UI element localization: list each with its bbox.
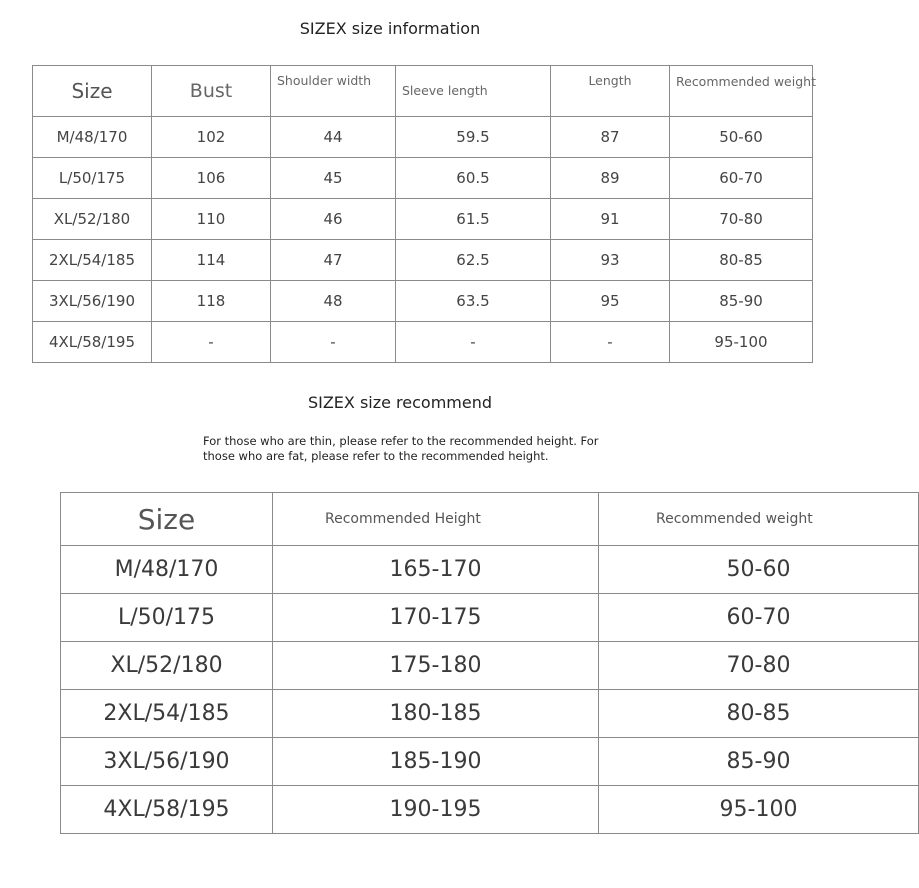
table-row xyxy=(61,642,919,690)
cell-size: XL/52/180 xyxy=(33,199,152,240)
size-recommend-title: SIZEX size recommend xyxy=(307,393,493,412)
cell-shoulder: 46 xyxy=(271,199,396,240)
header-sleeve-length: Sleeve length xyxy=(396,66,551,117)
header-size: Size xyxy=(33,66,152,117)
table-row xyxy=(61,690,919,738)
cell-size: 2XL/54/185 xyxy=(33,240,152,281)
cell-weight: 70-80 xyxy=(670,199,813,240)
cell-height: 185-190 xyxy=(273,738,599,786)
cell-size: 4XL/58/195 xyxy=(33,322,152,363)
recommend-note: For those who are thin, please refer to the recommended height. For those who are fat, please refer to the recommended height. xyxy=(203,434,599,463)
cell-sleeve: 59.5 xyxy=(396,117,551,158)
cell-size: L/50/175 xyxy=(33,158,152,199)
cell-weight: 50-60 xyxy=(670,117,813,158)
table-row xyxy=(61,594,919,642)
cell-sleeve: 62.5 xyxy=(396,240,551,281)
header-recommended-weight: Recommended weight xyxy=(670,66,813,117)
cell-length: 89 xyxy=(551,158,670,199)
cell-sleeve: - xyxy=(396,322,551,363)
table-row xyxy=(61,786,919,834)
cell-size: 3XL/56/190 xyxy=(61,738,273,786)
cell-weight: 85-90 xyxy=(599,738,919,786)
table-row xyxy=(33,199,813,240)
cell-bust: 106 xyxy=(152,158,271,199)
cell-weight: 85-90 xyxy=(670,281,813,322)
table-row xyxy=(33,240,813,281)
cell-size: 4XL/58/195 xyxy=(61,786,273,834)
header-bust: Bust xyxy=(152,66,271,117)
cell-height: 170-175 xyxy=(273,594,599,642)
cell-weight: 95-100 xyxy=(599,786,919,834)
cell-height: 165-170 xyxy=(273,546,599,594)
header-recommended-weight: Recommended weight xyxy=(599,493,919,546)
cell-sleeve: 61.5 xyxy=(396,199,551,240)
cell-length: - xyxy=(551,322,670,363)
header-length: Length xyxy=(551,66,670,117)
table-row xyxy=(61,546,919,594)
cell-length: 87 xyxy=(551,117,670,158)
cell-bust: 114 xyxy=(152,240,271,281)
header-shoulder-width: Shoulder width xyxy=(271,66,396,117)
cell-weight: 60-70 xyxy=(599,594,919,642)
cell-size: 2XL/54/185 xyxy=(61,690,273,738)
cell-height: 190-195 xyxy=(273,786,599,834)
cell-size: M/48/170 xyxy=(61,546,273,594)
cell-weight: 80-85 xyxy=(670,240,813,281)
cell-length: 95 xyxy=(551,281,670,322)
table-row xyxy=(33,158,813,199)
cell-length: 91 xyxy=(551,199,670,240)
cell-shoulder: 48 xyxy=(271,281,396,322)
table-header-row xyxy=(33,66,813,117)
cell-size: 3XL/56/190 xyxy=(33,281,152,322)
cell-sleeve: 63.5 xyxy=(396,281,551,322)
cell-bust: - xyxy=(152,322,271,363)
cell-shoulder: 47 xyxy=(271,240,396,281)
cell-shoulder: - xyxy=(271,322,396,363)
header-size: Size xyxy=(61,493,273,546)
cell-bust: 118 xyxy=(152,281,271,322)
header-recommended-height: Recommended Height xyxy=(273,493,599,546)
cell-size: L/50/175 xyxy=(61,594,273,642)
table-row xyxy=(33,322,813,363)
cell-size: M/48/170 xyxy=(33,117,152,158)
cell-weight: 95-100 xyxy=(670,322,813,363)
cell-bust: 102 xyxy=(152,117,271,158)
cell-shoulder: 44 xyxy=(271,117,396,158)
cell-length: 93 xyxy=(551,240,670,281)
size-recommend-table xyxy=(60,492,919,834)
cell-weight: 80-85 xyxy=(599,690,919,738)
size-information-title: SIZEX size information xyxy=(299,19,481,38)
cell-sleeve: 60.5 xyxy=(396,158,551,199)
cell-shoulder: 45 xyxy=(271,158,396,199)
table-row xyxy=(33,117,813,158)
table-header-row xyxy=(61,493,919,546)
cell-weight: 60-70 xyxy=(670,158,813,199)
table-row xyxy=(61,738,919,786)
cell-weight: 50-60 xyxy=(599,546,919,594)
cell-bust: 110 xyxy=(152,199,271,240)
table-row xyxy=(33,281,813,322)
cell-height: 175-180 xyxy=(273,642,599,690)
cell-height: 180-185 xyxy=(273,690,599,738)
cell-weight: 70-80 xyxy=(599,642,919,690)
cell-size: XL/52/180 xyxy=(61,642,273,690)
size-information-table xyxy=(32,65,816,363)
